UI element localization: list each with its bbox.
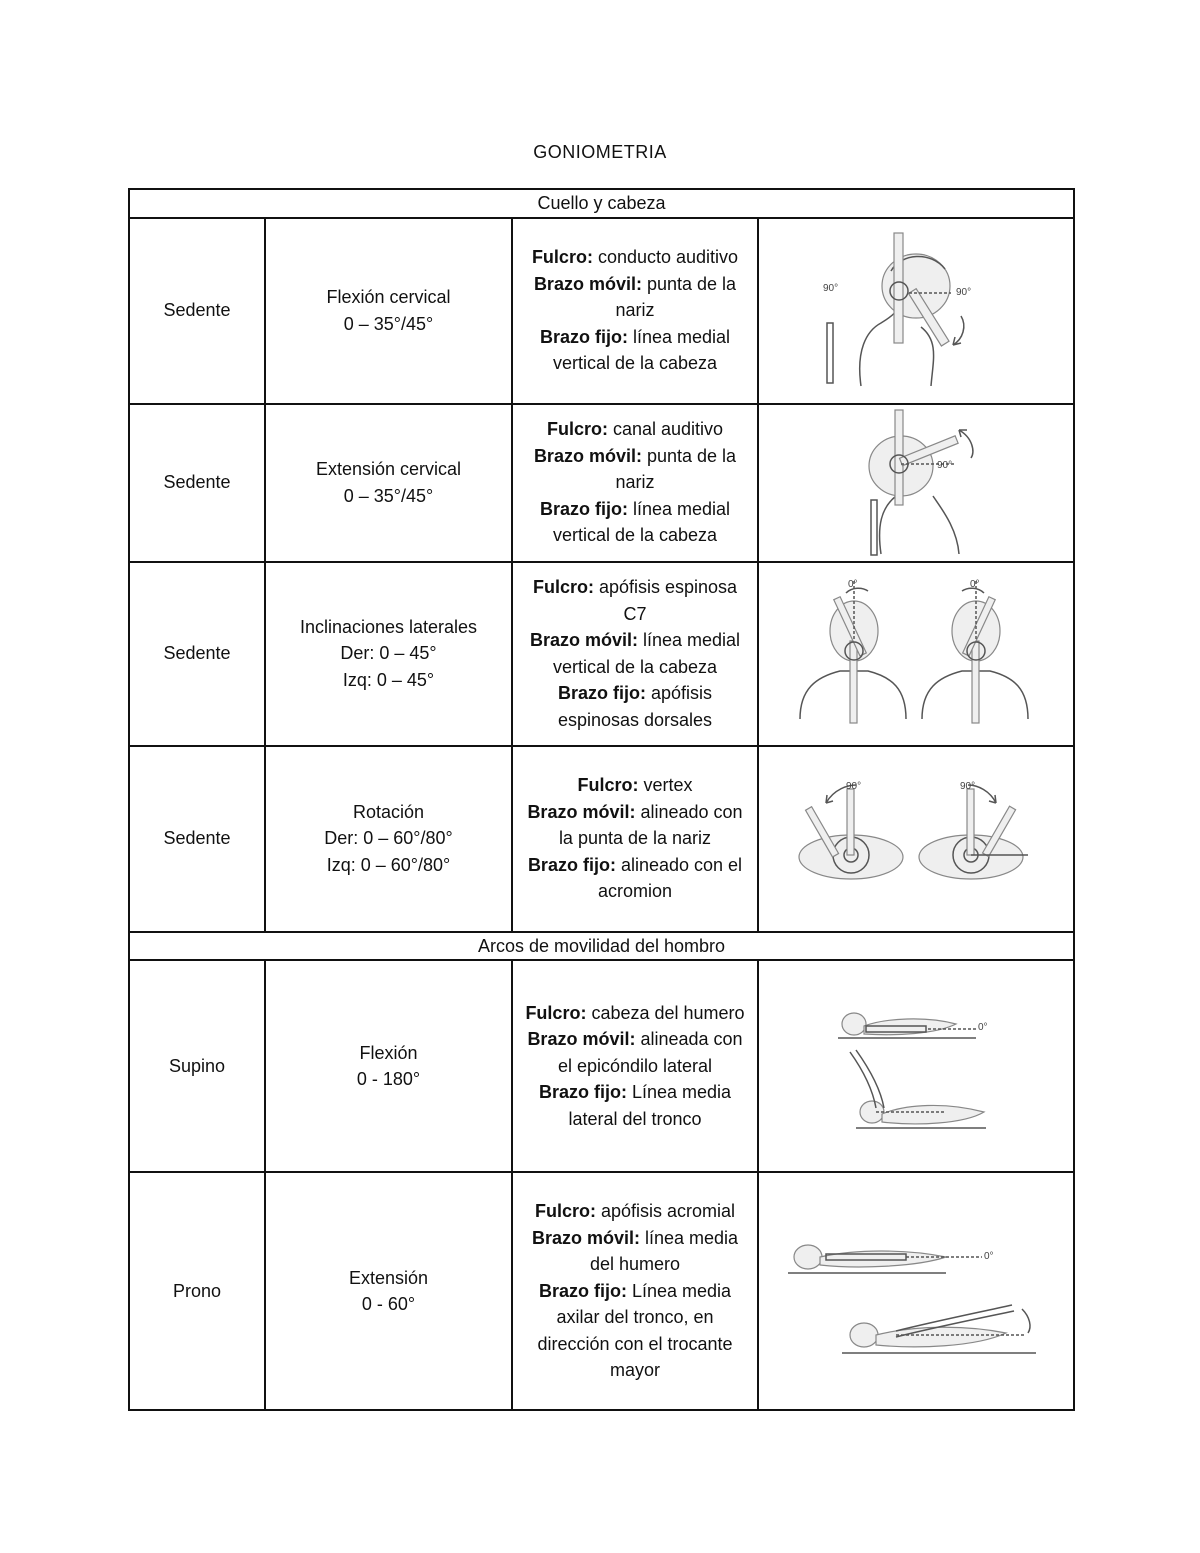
moving-arm-text: punta de la nariz [615,445,737,493]
section-heading: Arcos de movilidad del hombro [129,932,1074,961]
moving-arm-label: Brazo móvil: [531,1227,640,1248]
moving-arm-text: punta de la nariz [615,273,737,321]
movement-range: 0 – 35°/45° [343,485,434,506]
moving-arm-text: línea medial vertical de la cabeza [552,630,741,677]
degree-label: 90° [823,282,839,294]
movement-name: Flexión cervical [326,287,451,307]
movement-cell [265,746,512,932]
position-cell: Sedente [129,218,265,404]
movement-name: Rotación [352,801,425,822]
degree-label: 90° [960,780,976,792]
moving-arm-label: Brazo móvil: [533,273,642,294]
section-header-row [129,189,1074,218]
fulcrum-text: apófisis espinosa C7 [593,577,738,624]
movement-cell [265,218,512,404]
lateral-inclination-illustration-icon [796,579,1036,729]
fulcrum-label: Fulcro: [534,1201,596,1222]
fulcrum-text: apófisis acromial [595,1201,736,1222]
shoulder-extension-prone-illustration-icon [786,1221,1046,1361]
movement-name: Extensión [348,1267,429,1288]
fixed-arm-text: alineado con el acromion [597,854,743,902]
fixed-arm-text: línea medial vertical de la cabeza [552,326,731,374]
movement-range: 0 - 60° [361,1294,416,1314]
degree-label: 90° [956,286,972,298]
cervical-flexion-illustration-icon [821,231,1011,391]
movement-range: 0 - 180° [356,1069,421,1089]
fixed-arm-label: Brazo fijo: [557,683,646,703]
cervical-extension-illustration-icon [841,408,991,558]
table-row [129,218,1074,404]
movement-range-right: Der: 0 – 45° [340,643,437,664]
fulcrum-text: conducto auditivo [592,247,739,268]
section-heading: Cuello y cabeza [129,189,1074,218]
fixed-arm-label: Brazo fijo: [539,326,628,347]
movement-range: 0 – 35°/45° [343,313,434,334]
fulcrum-label: Fulcro: [525,1002,587,1023]
cervical-rotation-illustration-icon [796,779,1036,899]
details-cell [512,404,758,562]
fulcrum-label: Fulcro: [531,247,593,268]
fulcrum-text: cabeza del humero [586,1002,745,1023]
details-cell [512,960,758,1172]
illustration-cell [758,960,1074,1172]
fixed-arm-text: línea medial vertical de la cabeza [552,498,731,546]
movement-name: Flexión [359,1042,418,1063]
movement-cell [265,562,512,746]
goniometry-table [128,188,1075,1411]
fulcrum-text: canal auditivo [607,419,724,440]
fixed-arm-text: apófisis espinosas dorsales [557,683,713,730]
table-row [129,404,1074,562]
movement-cell [265,404,512,562]
degree-label: 90° [846,780,862,792]
illustration-cell [758,1172,1074,1410]
fixed-arm-label: Brazo fijo: [538,1082,627,1103]
movement-range-left: Izq: 0 – 45° [342,669,435,690]
position-cell: Supino [129,960,265,1172]
position-cell: Sedente [129,746,265,932]
degree-label: 0° [970,578,980,590]
position-cell: Prono [129,1172,265,1410]
table-row [129,960,1074,1172]
moving-arm-text: alineada con el epicóndilo lateral [557,1029,743,1076]
movement-cell [265,960,512,1172]
fixed-arm-label: Brazo fijo: [539,498,628,519]
page-title: GONIOMETRIA [533,142,667,162]
moving-arm-label: Brazo móvil: [529,630,638,650]
table-row [129,746,1074,932]
details-cell [512,1172,758,1410]
fixed-arm-label: Brazo fijo: [527,854,616,875]
illustration-cell [758,404,1074,562]
section-header-row [129,932,1074,961]
degree-label: 0° [978,1022,988,1033]
illustration-cell [758,218,1074,404]
moving-arm-label: Brazo móvil: [527,1029,636,1050]
fixed-arm-text: Línea media axilar del tronco, en dirección con el trocante mayor [537,1280,733,1381]
details-cell [512,218,758,404]
illustration-cell [758,746,1074,932]
fulcrum-label: Fulcro: [577,775,639,796]
table-row [129,1172,1074,1410]
details-cell [512,746,758,932]
fixed-arm-label: Brazo fijo: [538,1280,627,1301]
fulcrum-label: Fulcro: [546,419,608,440]
position-cell: Sedente [129,562,265,746]
fixed-arm-text: Línea media lateral del tronco [568,1082,732,1129]
movement-name: Extensión cervical [315,459,462,479]
moving-arm-label: Brazo móvil: [527,801,636,822]
fulcrum-label: Fulcro: [532,577,594,597]
movement-range-left: Izq: 0 – 60°/80° [326,854,451,875]
table-row [129,562,1074,746]
moving-arm-text: línea media del humero [589,1227,739,1275]
shoulder-flexion-supine-illustration-icon [836,996,996,1136]
illustration-cell [758,562,1074,746]
details-cell [512,562,758,746]
fulcrum-text: vertex [638,775,693,796]
movement-cell [265,1172,512,1410]
degree-label: 90° [937,459,953,471]
movement-range-right: Der: 0 – 60°/80° [324,828,453,849]
position-cell: Sedente [129,404,265,562]
degree-label: 0° [848,578,858,590]
moving-arm-text: alineado con la punta de la nariz [558,801,743,849]
movement-name: Inclinaciones laterales [299,616,478,637]
degree-label: 0° [984,1251,994,1262]
moving-arm-label: Brazo móvil: [533,445,642,466]
